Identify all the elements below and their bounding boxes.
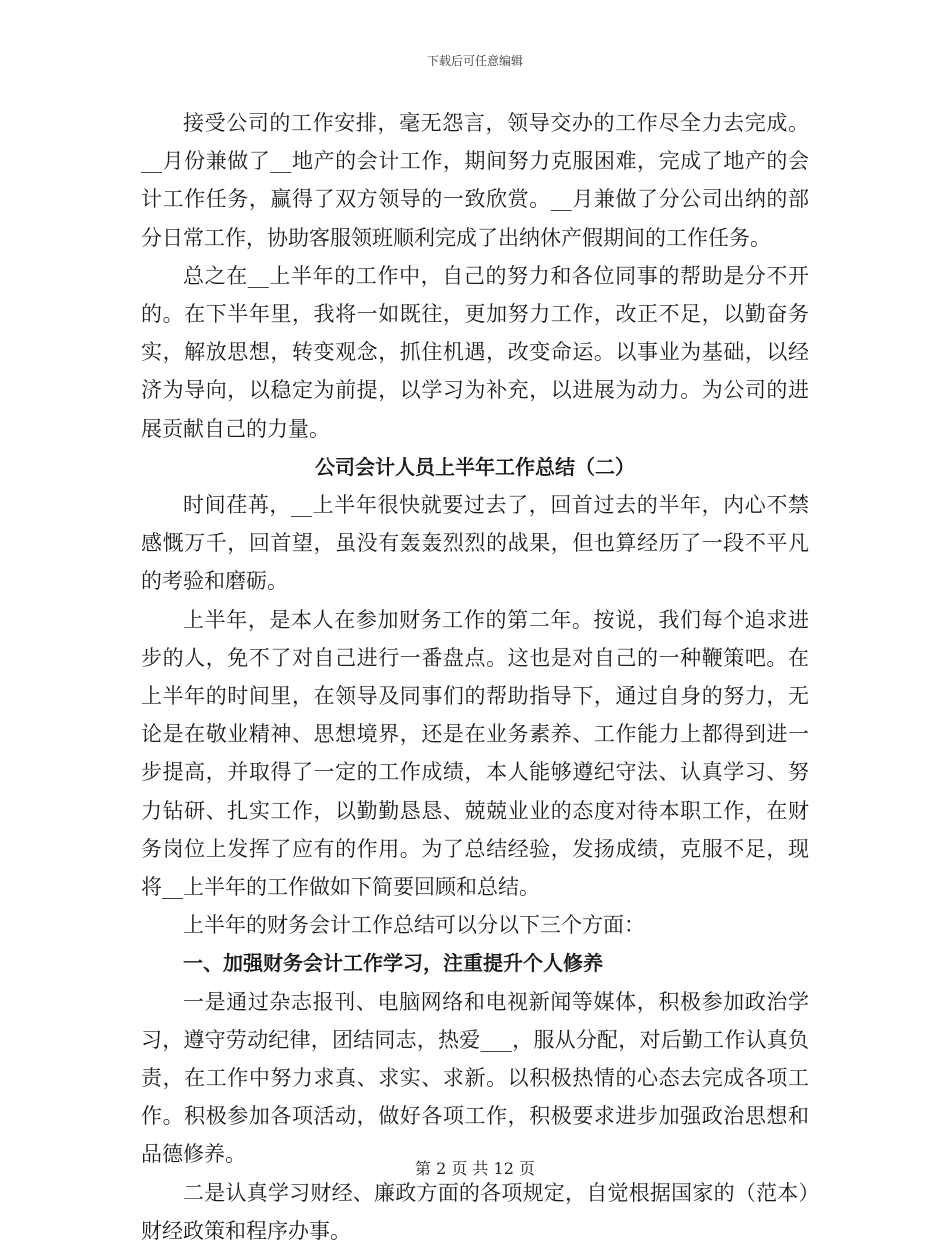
page-number: 第 2 页 共 12 页 <box>415 1159 535 1178</box>
paragraph-first-half-review: 上半年，是本人在参加财务工作的第二年。按说，我们每个追求进步的人，免不了对自己进行一番盘点。这也是对自己的一种鞭策吧。在上半年的时间里，在领导及同事们的帮助指导下，通过自身的努力，无论是在敬业精神、思想境界，还是在业务素养、工作能力上都得到进一步提高，并取得了一定的工作成绩，本人能够遵纪守法、认真学习、努力钻研、扎实工作，以勤勤恳恳、兢兢业业的态度对待本职工作，在财务岗位上发挥了应有的作用。为了总结经验，发扬成绩，克服不足，现将__上半年的工作做如下简要回顾和总结。 <box>141 607 809 900</box>
subsection-heading-1: 一、加强财务会计工作学习，注重提升个人修养 <box>183 951 603 976</box>
paragraph-time-passing: 时间荏苒，__上半年很快就要过去了，回首过去的半年，内心不禁感慨万千，回首望，虽没有轰轰烈烈的战果，但也算经历了一段不平凡的考验和磨砺。 <box>141 493 809 594</box>
document-body <box>141 104 809 1250</box>
paragraph-point-two: 二是认真学习财经、廉政方面的各项规定，自觉根据国家的（范本）财经政策和程序办事。 <box>141 1180 809 1243</box>
paragraph-work-arrangement: 接受公司的工作安排，毫无怨言，领导交办的工作尽全力去完成。__月份兼做了__地产的会计工作，期间努力克服困难，完成了地产的会计工作任务，赢得了双方领导的一致欣赏。__月兼做了分公司出纳的部分日常工作，协助客服领班顺利完成了出纳休产假期间的工作任务。 <box>141 111 809 250</box>
paragraph-summary-conclusion: 总之在__上半年的工作中，自己的努力和各位同事的帮助是分不开的。在下半年里，我将一如既往，更加努力工作，改正不足，以勤奋务实，解放思想，转变观念，抓住机遇，改变命运。以事业为基础，以经济为导向，以稳定为前提，以学习为补充，以进展为动力。为公司的进展贡献自己的力量。 <box>141 263 809 441</box>
paragraph-three-aspects: 上半年的财务会计工作总结可以分以下三个方面： <box>183 913 645 938</box>
paragraph-point-one: 一是通过杂志报刊、电脑网络和电视新闻等媒体，积极参加政治学习，遵守劳动纪律，团结同志，热爱___，服从分配，对后勤工作认真负责，在工作中努力求真、求实、求新。以积极热情的心态去完成各项工作。积极参加各项活动，做好各项工作，积极要求进步加强政治思想和品德修养。 <box>141 989 809 1167</box>
header-note: 下载后可任意编辑 <box>426 54 523 68</box>
section-title: 公司会计人员上半年工作总结（二） <box>315 454 635 479</box>
